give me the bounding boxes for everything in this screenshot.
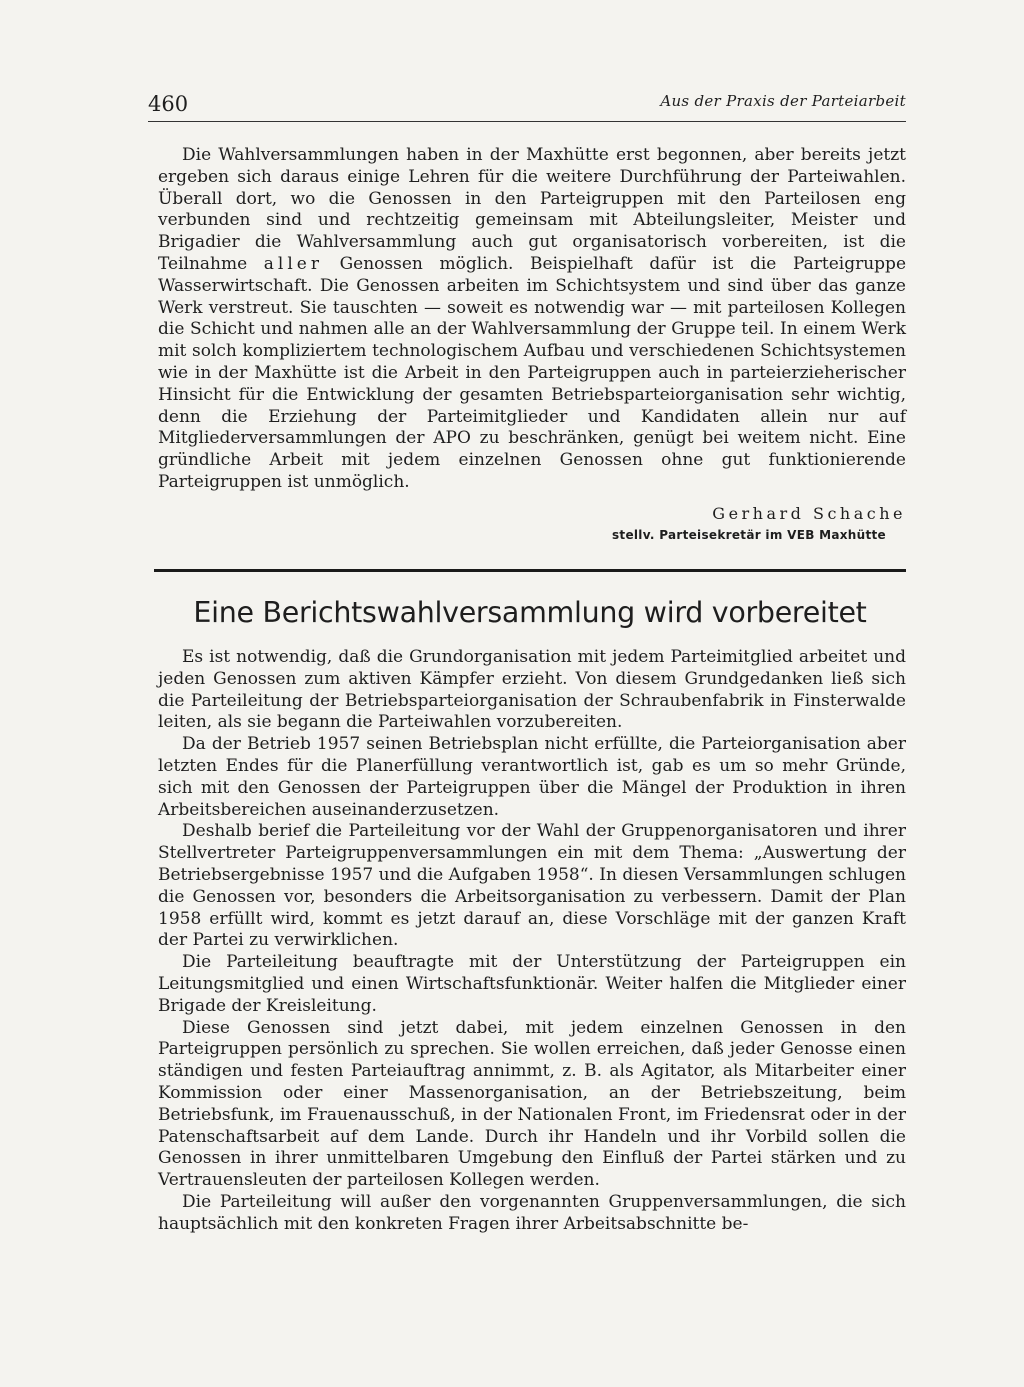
signature-role: stellv. Parteisekretär im VEB Maxhütte xyxy=(611,528,886,542)
header-rule xyxy=(148,121,906,122)
running-head: Aus der Praxis der Parteiarbeit xyxy=(660,92,906,110)
article2-body xyxy=(158,647,906,1236)
article1-text-part2: Genossen möglich. Beispielhaft dafür ist die Parteigruppe Wasserwirtschaft. Die Genossen arbeiten im Schichtsystem und sind über das ganze Werk verstreut. Sie tauschten — soweit es notwendig war — mit parteilosen Kollegen die Schicht und nahmen alle an der Wahlversammlung der Gruppe teil. In einem Werk mit solch kompliziertem technologischem Aufbau und verschiedenen Schichtsystemen wie in der Maxhütte ist die Arbeit in den Parteigruppen auch in parteierzieherischer Hinsicht für die Entwicklung der gesamten Betriebsparteiorganisation sehr wichtig, denn die Erziehung der Parteimitglieder und Kandidaten allein nur auf Mitgliederversammlungen der APO zu beschränken, genügt bei weitem nicht. Eine gründliche Arbeit mit jedem einzelnen Genossen ohne gut funktionierende Parteigruppen ist unmöglich. xyxy=(158,253,907,492)
signature-name: Gerhard Schache xyxy=(712,504,906,523)
article2-paragraph-6: Die Parteileitung will außer den vorgenannten Gruppenversammlungen, die sich hauptsächlich mit den konkreten Fragen ihrer Arbeitsabschnitte be- xyxy=(158,1191,906,1234)
article2-paragraph-4: Die Parteileitung beauftragte mit der Unterstützung der Parteigruppen ein Leitungsmitglied und einen Wirtschaftsfunktionär. Weiter halfen die Mitglieder einer Brigade der Kreisleitung. xyxy=(158,952,906,1016)
page-number: 460 xyxy=(148,92,189,116)
article1-body xyxy=(158,145,906,494)
article2-title: Eine Berichtswahlversammlung wird vorbereitet xyxy=(193,596,867,629)
article1-text-part1: Die Wahlversammlungen haben in der Maxhütte erst begonnen, aber bereits jetzt ergeben sich daraus einige Lehren für die weitere Durchführung der Parteiwahlen. Überall dort, wo die Genossen in den Parteigruppen mit den Parteilosen eng verbunden sind und rechtzeitig gemeinsam mit Abteilungsleiter, Meister und Brigadier die Wahlversammlung auch gut organisatorisch vorbereiten, ist die Teilnahme xyxy=(158,145,906,274)
article2-paragraph-2: Da der Betrieb 1957 seinen Betriebsplan nicht erfüllte, die Parteiorganisation aber letzten Endes für die Planerfüllung verantwortlich ist, gab es um so mehr Gründe, sich mit den Genossen der Parteigruppen über die Mängel der Produktion in ihren Arbeitsbereichen auseinanderzusetzen. xyxy=(158,734,906,820)
article2-paragraph-5: Diese Genossen sind jetzt dabei, mit jedem einzelnen Genossen in den Parteigruppen persönlich zu sprechen. Sie wollen erreichen, daß jeder Genosse einen ständigen und festen Parteiauftrag annimmt, z. B. als Agitator, als Mitarbeiter einer Kommission oder einer Massenorganisation, an der Betriebszeitung, beim Betriebsfunk, im Frauenausschuß, in der Nationalen Front, im Friedensrat oder in der Patenschaftsarbeit auf dem Lande. Durch ihr Handeln und ihr Vorbild sollen die Genossen in ihrer unmittelbaren Umgebung den Einfluß der Partei stärken und zu Vertrauensleuten der parteilosen Kollegen werden. xyxy=(158,1017,906,1191)
article1-paragraph xyxy=(158,145,906,494)
article1-spaced-word: aller xyxy=(263,253,323,274)
article2-paragraph-1: Es ist notwendig, daß die Grundorganisation mit jedem Parteimitglied arbeitet und jeden Genossen zum aktiven Kämpfer erzieht. Von diesem Grundgedanken ließ sich die Parteileitung der Betriebsparteiorganisation der Schraubenfabrik in Finsterwalde leiten, als sie begann die Parteiwahlen vorzubereiten. xyxy=(158,647,906,733)
article2-paragraph-3: Deshalb berief die Parteileitung vor der Wahl der Gruppenorganisatoren und ihrer Stellvertreter Parteigruppenversammlungen ein mit dem Thema: „Auswertung der Betriebsergebnisse 1957 und die Aufgaben 1958“. In diesen Versammlungen schlugen die Genossen vor, besonders die Arbeitsorganisation zu verbessern. Damit der Plan 1958 erfüllt wird, kommt es jetzt darauf an, diese Vorschläge mit der ganzen Kraft der Partei zu verwirklichen. xyxy=(158,821,906,951)
section-divider xyxy=(154,569,906,572)
